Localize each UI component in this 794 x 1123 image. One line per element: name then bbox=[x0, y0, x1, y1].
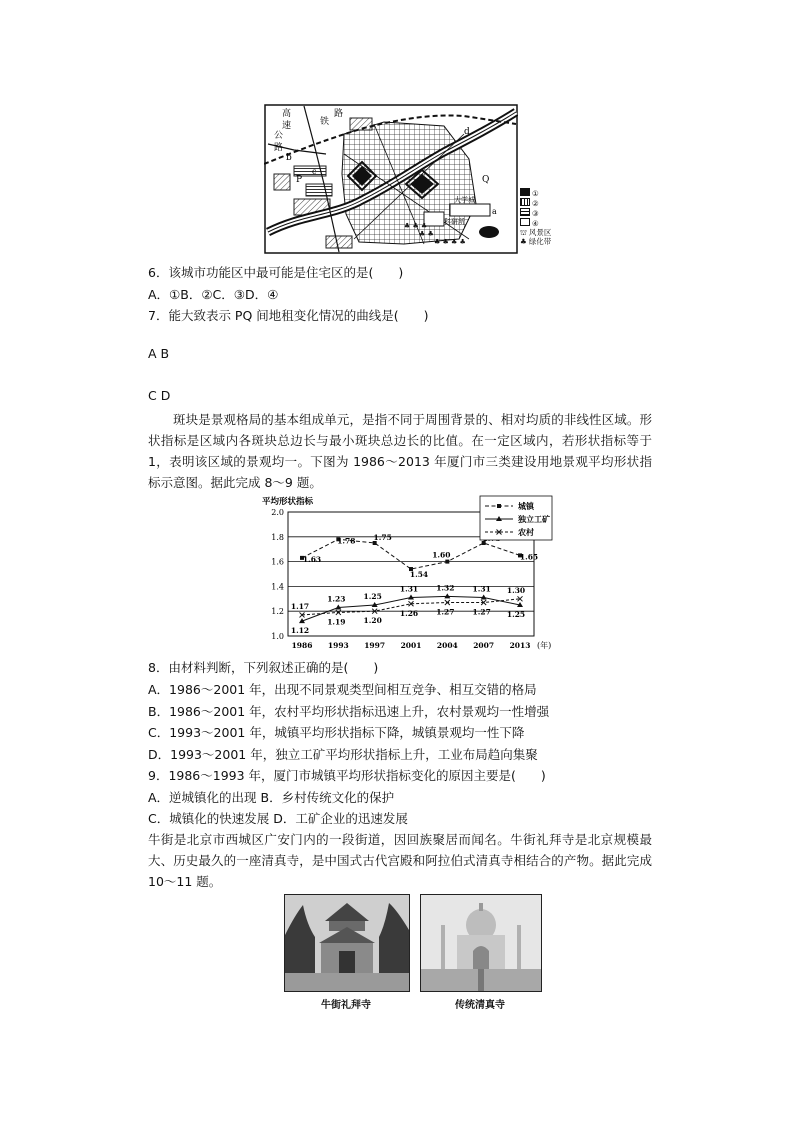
data-label: 1.27 bbox=[472, 607, 491, 617]
x-tick-label: 2007 bbox=[473, 641, 495, 650]
svg-text:♣ ♣: ♣ ♣ bbox=[419, 230, 434, 238]
legend-label: 农村 bbox=[518, 527, 534, 537]
map-label-gong: 公 bbox=[274, 131, 284, 141]
intro-paragraph-2: 牛街是北京市西城区广安门内的一段街道，因回族聚居而闻名。牛街礼拜寺是北京规模最大、历史最久的一座清真寺，是中国式古代宫殿和阿拉伯式清真寺相结合的产物。据此完成 10～11 题。 bbox=[148, 832, 652, 889]
legend-marker bbox=[497, 504, 501, 508]
q7-options-row2: C D bbox=[148, 388, 171, 403]
line-chart bbox=[258, 494, 558, 656]
y-tick-label: 2.0 bbox=[271, 508, 284, 517]
map-label-d: d bbox=[464, 127, 470, 137]
data-label: 1.17 bbox=[290, 601, 310, 611]
q8-option-c: C．1993～2001 年，城镇平均形状指标下降，城镇景观均一性下降 bbox=[148, 725, 525, 740]
q8-option-a: A．1986～2001 年，出现不同景观类型间相互竞争、相互交错的格局 bbox=[148, 682, 537, 697]
data-label: 1.20 bbox=[363, 616, 382, 626]
data-label: 1.12 bbox=[290, 626, 310, 636]
city-map bbox=[264, 104, 518, 254]
legend-item-1: ① bbox=[520, 188, 562, 198]
city-map-figure bbox=[264, 104, 552, 254]
q9-options-ab: A．逆城镇化的出现 B．乡村传统文化的保护 bbox=[148, 790, 395, 805]
y-tick-label: 1.2 bbox=[271, 607, 284, 617]
y-tick-label: 1.0 bbox=[271, 632, 284, 641]
caption-niujie: 牛街礼拜寺 bbox=[321, 1000, 371, 1011]
caption-traditional: 传统清真寺 bbox=[455, 1000, 505, 1011]
x-tick-label: 2013 bbox=[509, 641, 531, 650]
map-label-gao: 高 bbox=[282, 109, 292, 119]
data-label: 1.26 bbox=[399, 608, 419, 618]
map-label-university: 大学城 bbox=[454, 196, 475, 204]
data-label: 1.30 bbox=[506, 585, 526, 595]
x-tick-label: 1997 bbox=[364, 641, 386, 650]
map-label-tie: 铁 bbox=[320, 117, 330, 127]
q9-stem: 9．1986～1993 年，厦门市城镇平均形状指标变化的原因主要是( ) bbox=[148, 768, 546, 783]
line-chart-figure bbox=[258, 494, 558, 656]
y-tick-label: 1.6 bbox=[271, 557, 284, 567]
point-town bbox=[445, 560, 449, 564]
map-label-lu2: 路 bbox=[334, 109, 344, 119]
legend-label: 城镇 bbox=[518, 501, 534, 511]
taj-illustration bbox=[421, 895, 541, 991]
legend-label: 独立工矿 bbox=[518, 514, 550, 524]
data-label: 1.65 bbox=[519, 552, 539, 562]
legend-item-3: ③ bbox=[520, 208, 562, 218]
data-label: 1.60 bbox=[432, 550, 451, 560]
q6-options: A．①B．②C．③D．④ bbox=[148, 287, 279, 302]
x-tick-label: 2001 bbox=[400, 641, 422, 650]
data-label: 1.31 bbox=[472, 584, 491, 594]
map-label-c: c bbox=[312, 167, 317, 176]
map-label-research: 科研所 bbox=[444, 218, 465, 226]
data-label: 1.63 bbox=[302, 554, 322, 564]
data-label: 1.27 bbox=[436, 607, 455, 617]
photo-niujie-mosque bbox=[284, 894, 410, 992]
intro-paragraph-1: 斑块是景观格局的基本组成单元，是指不同于周围背景的、相对均质的非线性区域。形状指标是区域内各斑块总边长与最小斑块总边长的比值。在一定区域内，若形状指标等于 1，表明该区域的景观均一。下图为 1986～2013 年厦门市三类建设用地景观平均形状指标示意图。据此完成 8～9 题。 bbox=[148, 412, 652, 490]
map-label-q: Q bbox=[482, 175, 490, 185]
data-label: 1.23 bbox=[327, 594, 346, 604]
q8-option-b: B．1986～2001 年，农村平均形状指标迅速上升，农村景观均一性增强 bbox=[148, 704, 550, 719]
legend-item-scenic: ⛫ 风景区 bbox=[520, 228, 552, 237]
data-label: 1.25 bbox=[506, 610, 526, 619]
data-label: 1.31 bbox=[399, 584, 419, 594]
q8-stem: 8．由材料判断，下列叙述正确的是( ) bbox=[148, 660, 379, 675]
data-label: 1.78 bbox=[337, 536, 356, 546]
legend-item-4: ④ bbox=[520, 218, 562, 228]
mosque-illustration bbox=[285, 895, 409, 991]
legend-item-green: ♣ 绿化带 bbox=[520, 237, 552, 246]
q7-stem: 7．能大致表示 PQ 间地租变化情况的曲线是( ) bbox=[148, 308, 429, 323]
y-tick-label: 1.4 bbox=[271, 582, 284, 592]
legend-item-2: ② bbox=[520, 198, 562, 208]
q6-stem: 6．该城市功能区中最可能是住宅区的是( ) bbox=[148, 265, 404, 280]
q7-options-row1: A B bbox=[148, 346, 170, 361]
map-label-p: P bbox=[296, 175, 303, 185]
data-label: 1.19 bbox=[327, 617, 346, 627]
y-tick-label: 1.8 bbox=[271, 532, 284, 542]
q9-options-cd: C．城镇化的快速发展 D．工矿企业的迅速发展 bbox=[148, 811, 408, 826]
x-tick-label: 2004 bbox=[436, 641, 458, 650]
photo-traditional-mosque bbox=[420, 894, 542, 992]
map-label-lu: 路 bbox=[274, 143, 284, 153]
data-label: 1.54 bbox=[409, 570, 429, 580]
x-unit-label: (年) bbox=[537, 641, 552, 650]
map-label-su: 速 bbox=[282, 121, 292, 131]
data-label: 1.25 bbox=[363, 592, 382, 601]
chart-ylabel: 平均形状指标 bbox=[262, 497, 314, 507]
svg-text:♣ ♣ ♣: ♣ ♣ ♣ bbox=[404, 222, 428, 230]
x-tick-label: 1993 bbox=[327, 641, 349, 650]
q8-option-d: D．1993～2001 年，独立工矿平均形状指标上升，工业布局趋向集聚 bbox=[148, 747, 538, 762]
map-legend bbox=[520, 188, 562, 246]
x-tick-label: 1986 bbox=[291, 641, 313, 650]
data-label: 1.32 bbox=[436, 583, 455, 593]
map-label-a: a bbox=[492, 207, 497, 216]
map-label-b: b bbox=[286, 153, 292, 163]
svg-text:♣ ♣ ♣ ♣: ♣ ♣ ♣ ♣ bbox=[434, 238, 466, 246]
data-label: 1.75 bbox=[373, 533, 392, 542]
